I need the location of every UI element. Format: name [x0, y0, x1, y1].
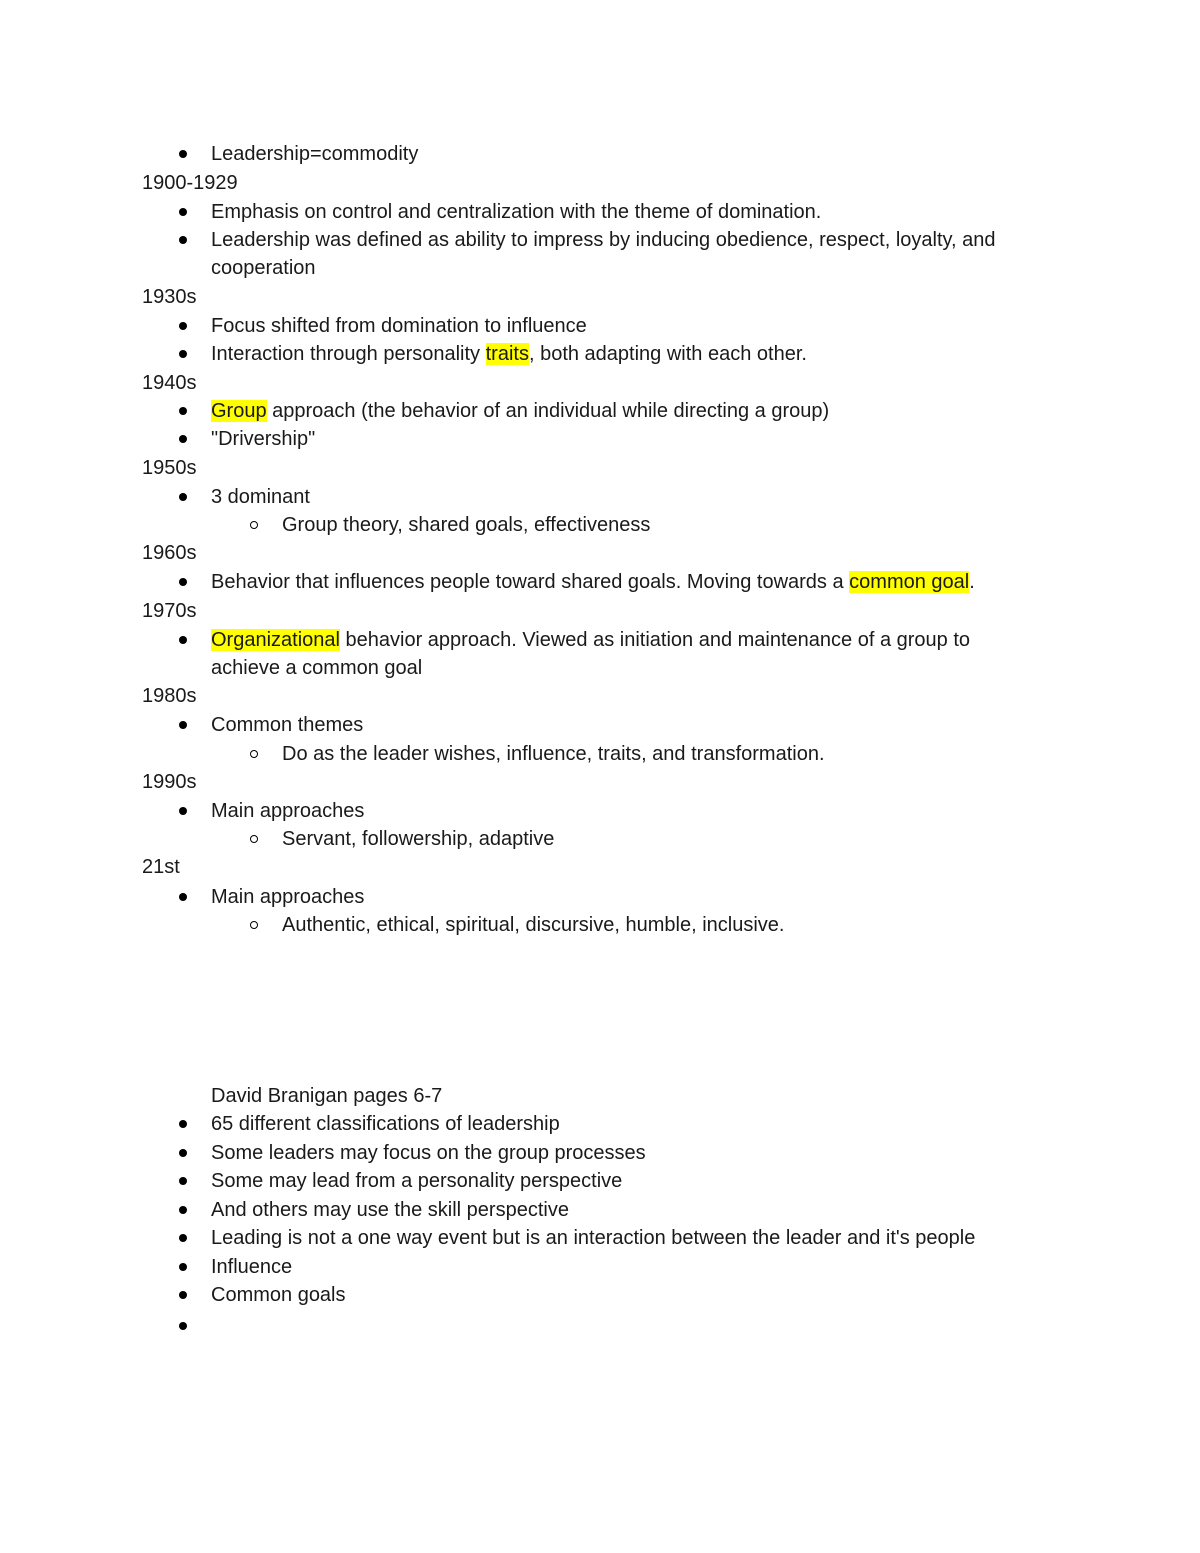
bullet-text — [211, 628, 970, 652]
bullet-dot — [179, 1177, 187, 1185]
bullet-dot — [179, 208, 187, 216]
bullet-dot — [179, 493, 187, 501]
bullet-text: Focus shifted from domination to influence — [211, 315, 587, 337]
era-heading: 1980s — [142, 685, 197, 707]
bullet-text: Main approaches — [211, 800, 365, 822]
text-run: , both adapting with each other. — [528, 343, 807, 365]
bullet-text: Leadership was defined as ability to impress by inducing obedience, respect, loyalty, and — [211, 229, 996, 251]
list-item: Influence — [211, 1256, 293, 1278]
era-heading: 1960s — [142, 542, 197, 564]
text-run: Behavior that influences people toward shared goals. Moving towards a — [211, 571, 850, 593]
sub-bullet-circle — [250, 521, 258, 529]
era-heading: 1990s — [142, 771, 197, 793]
sub-bullet-circle — [250, 750, 258, 758]
era-heading: 1970s — [142, 600, 197, 622]
bullet-dot — [179, 236, 187, 244]
bullet-dot — [179, 721, 187, 729]
text-run: behavior approach. Viewed as initiation and maintenance of a group to — [339, 629, 971, 651]
bullet-dot — [179, 1263, 187, 1271]
text-run: Interaction through personality — [211, 343, 486, 365]
bullet-dot — [179, 350, 187, 358]
bullet-dot — [179, 1120, 187, 1128]
text-run: approach (the behavior of an individual while directing a group) — [266, 400, 830, 422]
bullet-dot — [179, 578, 187, 586]
bullet-dot — [179, 322, 187, 330]
bullet-text — [211, 570, 975, 594]
sub-bullet-circle — [250, 835, 258, 843]
highlighted-text: Group — [211, 400, 267, 422]
highlighted-text: common goal — [849, 571, 970, 593]
era-heading: 1900-1929 — [142, 172, 238, 194]
bullet-dot — [179, 1291, 187, 1299]
bullet-text: 3 dominant — [211, 486, 310, 508]
bullet-dot — [179, 1149, 187, 1157]
bullet-text-continued: cooperation — [211, 257, 316, 279]
bullet-text: "Drivership" — [211, 428, 316, 450]
bullet-dot — [179, 407, 187, 415]
sub-bullet-text: Do as the leader wishes, influence, traits, and transformation. — [282, 743, 825, 765]
era-heading: 1930s — [142, 286, 197, 308]
highlighted-text: Organizational — [211, 629, 340, 651]
bullet-dot — [179, 1234, 187, 1242]
bullet-dot — [179, 150, 187, 158]
bullet-dot — [179, 1206, 187, 1214]
bullet-dot — [179, 435, 187, 443]
list-item: And others may use the skill perspective — [211, 1199, 569, 1221]
sub-bullet-text: Servant, followership, adaptive — [282, 828, 555, 850]
era-heading: 1950s — [142, 457, 197, 479]
bullet-text-continued: achieve a common goal — [211, 657, 423, 679]
bullet-text: Emphasis on control and centralization with the theme of domination. — [211, 201, 822, 223]
sub-bullet-text: Group theory, shared goals, effectiveness — [282, 514, 651, 536]
list-item: Some leaders may focus on the group processes — [211, 1142, 646, 1164]
bullet-dot — [179, 1322, 187, 1330]
list-item: Common goals — [211, 1284, 346, 1306]
list-item: 65 different classifications of leadership — [211, 1113, 560, 1135]
era-heading: 21st — [142, 856, 180, 878]
bullet-text: Main approaches — [211, 886, 365, 908]
bullet-text — [211, 342, 807, 366]
bullet-text: Leadership=commodity — [211, 143, 419, 165]
bullet-text: Common themes — [211, 714, 364, 736]
highlighted-text: traits — [485, 343, 529, 365]
list-item: Some may lead from a personality perspective — [211, 1170, 623, 1192]
bullet-text — [211, 399, 829, 423]
era-heading: 1940s — [142, 372, 197, 394]
bullet-dot — [179, 636, 187, 644]
bullet-dot — [179, 893, 187, 901]
section-title: David Branigan pages 6-7 — [211, 1085, 443, 1107]
sub-bullet-text: Authentic, ethical, spiritual, discursive, humble, inclusive. — [282, 914, 785, 936]
text-run: . — [969, 571, 975, 593]
list-item: Leading is not a one way event but is an interaction between the leader and it's people — [211, 1227, 976, 1249]
bullet-dot — [179, 807, 187, 815]
sub-bullet-circle — [250, 921, 258, 929]
